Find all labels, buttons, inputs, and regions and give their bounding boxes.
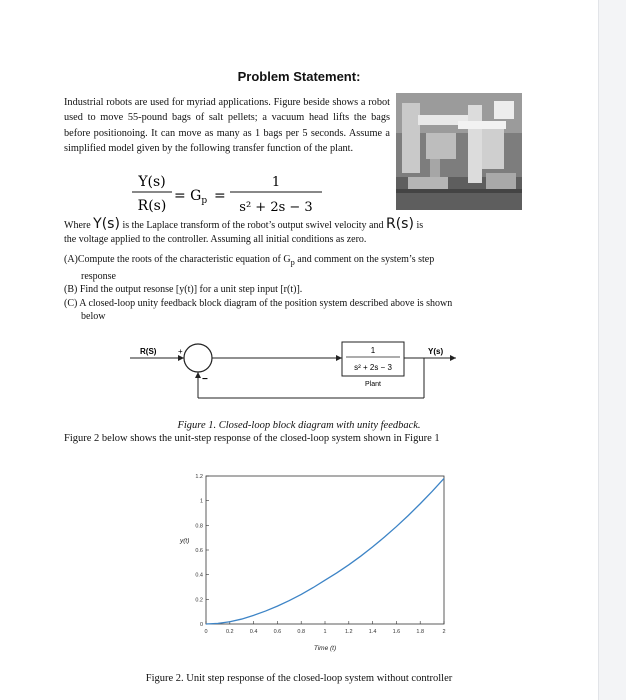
plot-frame <box>206 476 444 624</box>
x-tick-label: 1.8 <box>416 629 425 635</box>
plant-numerator: 1 <box>370 346 376 355</box>
formula-lhs-numerator: Y(s) <box>138 174 166 190</box>
right-scroll-margin <box>598 0 626 700</box>
input-label: R(S) <box>140 347 157 356</box>
formula-rhs-numerator: 1 <box>271 175 281 190</box>
plant-label: Plant <box>365 381 381 388</box>
x-tick-label: 0 <box>204 629 208 635</box>
question-list <box>64 254 530 325</box>
x-tick-label: 0.8 <box>297 629 306 635</box>
plot-area <box>179 474 446 652</box>
x-tick-label: 1.6 <box>392 629 401 635</box>
question-b: (B) Find the output resonse [y(t)] for a unit step input [r(t)]. <box>64 284 303 295</box>
step-response-chart <box>168 466 458 662</box>
intro-paragraph: Industrial robots are used for myriad applications. Figure beside shows a robot used to move 55-pound bags of salt pellets; a vacuum head lifts the bags before positionoing. It can move as many as 1 bags per 5 seconds. Assume a simplified model given by the following transfer function of the plant. <box>64 97 390 155</box>
y-tick-label: 0.4 <box>195 572 203 579</box>
x-tick-label: 1.4 <box>368 629 377 635</box>
question-a: (A)Compute the roots of the characteristic equation of $G_p$ and comment on the system’s step <box>64 254 435 267</box>
block-diagram <box>128 336 468 408</box>
y-tick-label: 0 <box>199 622 203 628</box>
x-tick-label: 0.6 <box>273 629 282 635</box>
plant-denominator: s² + 2s − 3 <box>354 363 392 372</box>
figure1-caption: Figure 1. Closed-loop block diagram with unity feedback. <box>177 420 421 431</box>
x-tick-label: 1 <box>323 629 327 635</box>
where-paragraph: Where Y(s) is the Laplace transform of the robot’s output swivel velocity and R(s) is the voltage applied to the controller. Assuming all initial conditions as zero. <box>64 216 424 245</box>
formula-lhs-denominator: R(s) <box>137 198 167 214</box>
formula-gp: = $G_p$ <box>174 188 208 206</box>
robot-photo-image <box>396 93 522 210</box>
x-tick-label: 1.2 <box>344 629 353 635</box>
y-tick-label: 0.2 <box>195 597 203 604</box>
y-tick-label: 1 <box>199 498 203 505</box>
y-axis-label: y(t) <box>180 537 190 545</box>
transfer-function-formula <box>130 170 330 218</box>
x-axis-label: Time (t) <box>313 645 337 652</box>
y-tick-label: 1.2 <box>195 474 203 480</box>
symbol-rs: R(s) <box>385 216 414 232</box>
x-tick-label: 2 <box>442 629 446 635</box>
figure2-intro: Figure 2 below shows the unit-step response of the closed-loop system shown in Figure 1 <box>64 433 440 444</box>
minus-sign: − <box>202 374 208 385</box>
page-title: Problem Statement: <box>237 69 361 84</box>
question-c-cont: below <box>81 311 106 322</box>
x-tick-label: 0.4 <box>249 629 258 635</box>
x-tick-label: 0.2 <box>225 629 234 635</box>
symbol-ys: Y(s) <box>93 216 120 232</box>
series-line-y(t) <box>206 478 444 624</box>
question-c: (C) A closed-loop unity feedback block diagram of the position system described above is shown <box>64 297 453 309</box>
y-tick-label: 0.6 <box>195 548 203 554</box>
y-tick-label: 0.8 <box>195 523 203 530</box>
output-label: Y(s) <box>428 347 444 356</box>
summing-junction <box>184 344 212 372</box>
question-a-cont: response <box>81 270 116 282</box>
plus-sign: + <box>178 347 183 356</box>
formula-rhs-denominator: s² + 2s − 3 <box>239 200 313 215</box>
robot-photo <box>396 93 522 210</box>
figure2-caption: Figure 2. Unit step response of the closed-loop system without controller <box>145 673 453 684</box>
formula-equals: = <box>214 188 226 204</box>
